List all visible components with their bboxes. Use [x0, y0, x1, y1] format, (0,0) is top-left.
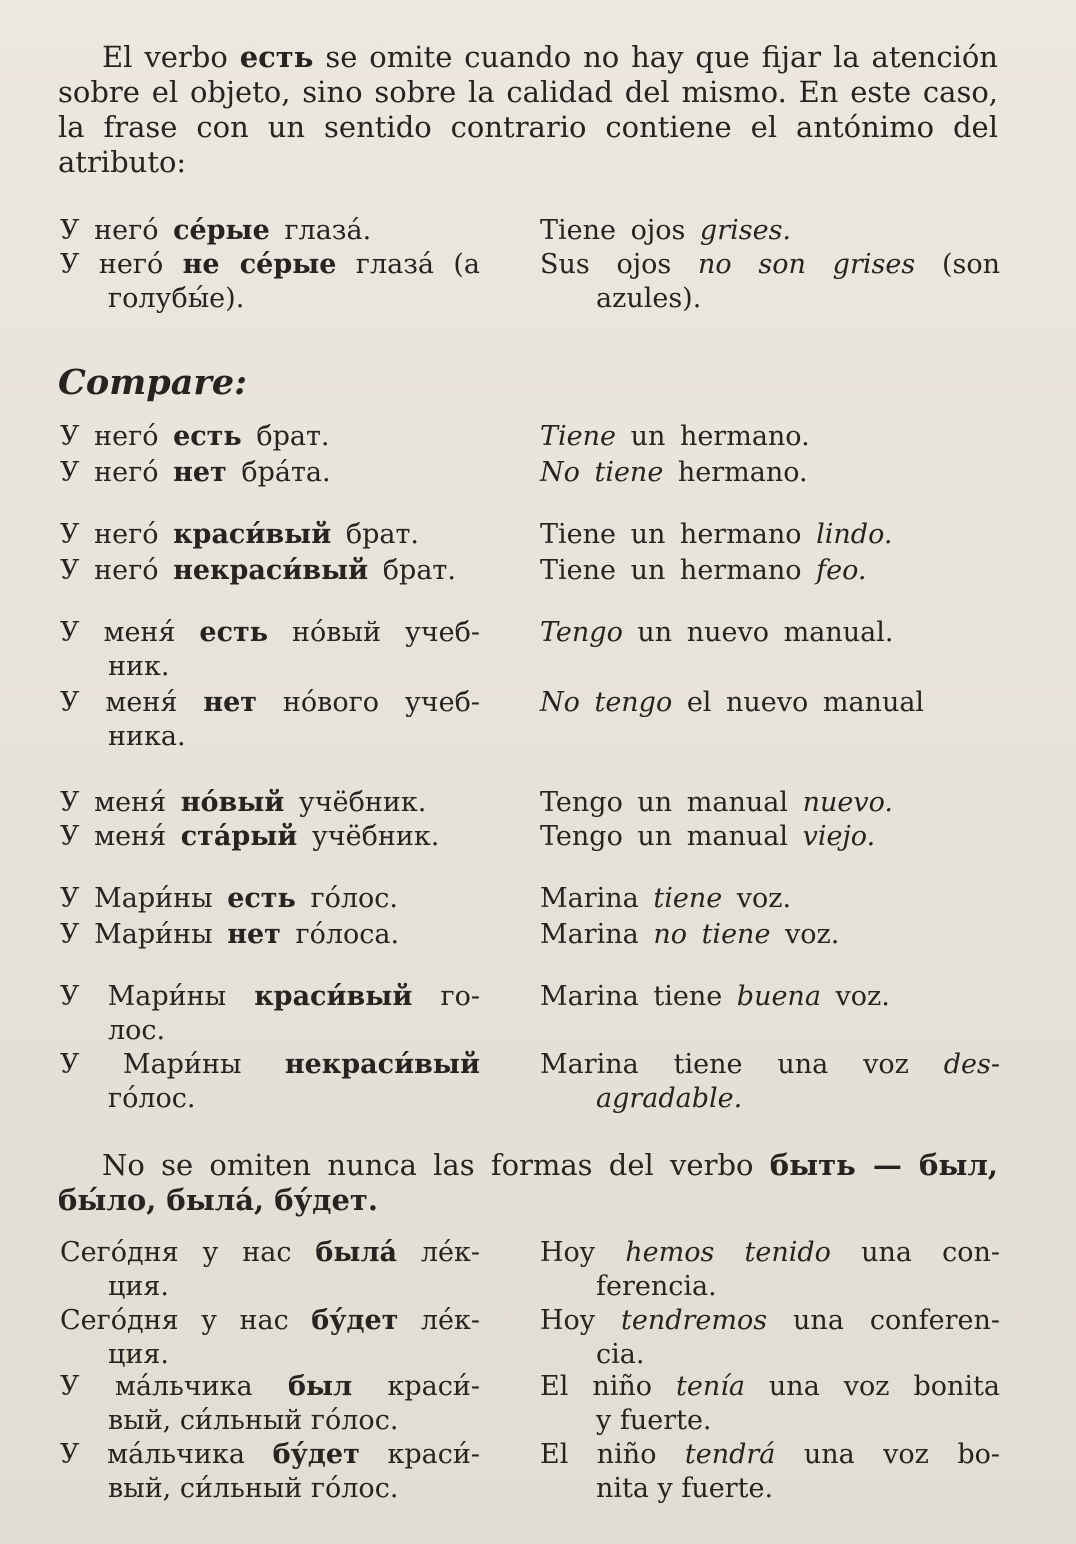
text-line [60, 720, 480, 754]
text-run: un hermano. [616, 421, 810, 452]
text-line [60, 518, 480, 552]
text-line [540, 282, 1000, 316]
text-run: краси́- [352, 1371, 480, 1402]
text-run: Tiene un hermano [540, 555, 817, 586]
text-line [540, 616, 1000, 650]
text-run: una conferen- [767, 1305, 1000, 1336]
text-run: viejo. [802, 821, 876, 852]
text-run: есть [227, 883, 296, 914]
text-run: Tiene ojos [540, 215, 700, 246]
text-line [60, 650, 480, 684]
text-run: voz. [770, 919, 840, 950]
text-run: го́лос. [108, 1083, 196, 1114]
text-run: был [288, 1371, 353, 1402]
text-run: но́вый [180, 787, 285, 818]
text-run: краси́вый [254, 981, 413, 1012]
text-run: hemos tenido [625, 1237, 831, 1268]
text-run: nita y fuerte. [596, 1473, 774, 1504]
text-run: Marina [540, 883, 654, 914]
russian-sentence [60, 616, 480, 684]
text-line [540, 420, 1000, 454]
text-run: нет [173, 457, 227, 488]
text-line [60, 1082, 480, 1116]
spanish-translation [540, 686, 1000, 720]
text-line [540, 1048, 1000, 1082]
text-run: el nuevo manual [672, 687, 925, 718]
text-run: есть [199, 617, 269, 648]
text-segment: No se omiten nunca las formas del verbo [102, 1148, 770, 1182]
text-run: бра́та. [226, 457, 331, 488]
text-run: брат. [241, 421, 330, 452]
text-run: tenía [675, 1371, 745, 1402]
text-line [540, 1270, 1000, 1304]
text-line [60, 1338, 480, 1372]
text-run: краси́- [359, 1439, 480, 1470]
text-line [60, 420, 480, 454]
text-line [60, 1472, 480, 1506]
text-run: была́ [315, 1237, 397, 1268]
text-run: У ма́льчика [60, 1371, 288, 1402]
text-line [540, 1472, 1000, 1506]
text-line [60, 1304, 480, 1338]
text-line [540, 1236, 1000, 1270]
text-run: lindo. [816, 519, 893, 550]
text-run: У меня́ [60, 821, 181, 852]
text-run: un nuevo manual. [622, 617, 894, 648]
text-line [540, 882, 1000, 916]
text-run: У меня́ [60, 687, 204, 718]
text-run: голубы́е). [108, 283, 245, 314]
text-run: una voz bo- [775, 1439, 1000, 1470]
text-run: У него́ [60, 215, 174, 246]
text-line [540, 1404, 1000, 1438]
text-run: voz. [722, 883, 792, 914]
russian-sentence [60, 456, 480, 490]
text-run: учёбник. [284, 787, 427, 818]
text-line [540, 248, 1000, 282]
text-line [60, 282, 480, 316]
text-run: ле́к- [397, 1237, 480, 1268]
text-line [60, 616, 480, 650]
text-line [60, 918, 480, 952]
text-run: Сего́дня у нас [60, 1305, 312, 1336]
russian-sentence [60, 1304, 480, 1372]
text-run: feo. [816, 555, 867, 586]
russian-sentence [60, 980, 480, 1048]
spanish-translation [540, 248, 1000, 316]
text-run: una con- [830, 1237, 1000, 1268]
text-run: не се́рые [182, 249, 337, 280]
text-run: grises. [699, 215, 792, 246]
text-run: У ма́льчика [60, 1439, 273, 1470]
text-run: Marina tiene una voz [540, 1049, 944, 1080]
text-segment: El verbo [102, 40, 240, 74]
text-line [60, 248, 480, 282]
text-line [60, 214, 480, 248]
text-run: У Мари́ны [60, 981, 255, 1012]
text-run: У него́ [60, 519, 174, 550]
russian-sentence [60, 420, 480, 454]
spanish-translation [540, 882, 1000, 916]
text-line [540, 518, 1000, 552]
text-run: des- [943, 1049, 1000, 1080]
russian-sentence [60, 820, 480, 854]
text-run: cia. [596, 1339, 645, 1370]
spanish-translation [540, 214, 1000, 248]
text-line [60, 1370, 480, 1404]
text-run: nuevo. [802, 787, 893, 818]
russian-sentence [60, 248, 480, 316]
text-line [540, 786, 1000, 820]
text-run: ника. [108, 721, 186, 752]
text-run: учёбник. [297, 821, 440, 852]
text-run: Marina [540, 919, 654, 950]
text-run: Tengo un manual [540, 787, 803, 818]
spanish-translation [540, 820, 1000, 854]
text-run: tendrá [684, 1439, 776, 1470]
spanish-translation [540, 980, 1000, 1014]
spanish-translation [540, 420, 1000, 454]
compare-heading: Compare: [58, 362, 248, 403]
text-run: го- [412, 981, 480, 1012]
text-line [540, 1082, 1000, 1116]
text-line [60, 1236, 480, 1270]
text-run: но́вый учеб- [268, 617, 480, 648]
text-run: У Мари́ны [60, 883, 228, 914]
text-run: ferencia. [596, 1271, 717, 1302]
text-run: нет [227, 919, 281, 950]
text-line [60, 1270, 480, 1304]
russian-sentence [60, 786, 480, 820]
text-run: глаза́ (а [336, 249, 480, 280]
text-run: Hoy [540, 1305, 621, 1336]
text-run: voz. [820, 981, 890, 1012]
text-line [540, 554, 1000, 588]
text-run: го́лоса. [280, 919, 400, 950]
spanish-translation [540, 616, 1000, 650]
spanish-translation [540, 554, 1000, 588]
text-line [540, 980, 1000, 1014]
text-line [540, 1438, 1000, 1472]
text-line [60, 882, 480, 916]
text-line [540, 456, 1000, 490]
intro-paragraph [58, 40, 998, 180]
text-run: ста́рый [180, 821, 298, 852]
text-run: Hoy [540, 1237, 626, 1268]
text-run: Sus ojos [540, 249, 699, 280]
text-run: брат. [368, 555, 456, 586]
text-run: ция. [108, 1339, 169, 1370]
text-line [60, 1048, 480, 1082]
text-run: У него́ [60, 249, 183, 280]
text-run: Сего́дня у нас [60, 1237, 316, 1268]
spanish-translation [540, 786, 1000, 820]
spanish-translation [540, 1370, 1000, 1438]
text-run: buena [736, 981, 821, 1012]
text-run: У меня́ [60, 787, 181, 818]
spanish-translation [540, 1236, 1000, 1304]
text-run: tendremos [621, 1305, 768, 1336]
text-run: (son [915, 249, 1000, 280]
text-run: краси́вый [173, 519, 332, 550]
text-line [60, 456, 480, 490]
text-run: глаза́. [269, 215, 372, 246]
text-line [60, 1438, 480, 1472]
note-paragraph [58, 1148, 998, 1218]
text-line [540, 686, 1000, 720]
text-segment: se omite cuando no hay que fijar la atención sobre el objeto, sino sobre la calidad del mismo. En este caso, la frase con un sentido contrario contiene el antónimo del atributo: [58, 40, 998, 179]
russian-sentence [60, 686, 480, 754]
spanish-translation [540, 456, 1000, 490]
text-run: Tiene un hermano [540, 519, 817, 550]
text-run: Tengo [540, 617, 623, 648]
text-run: вый, си́льный го́лос. [108, 1473, 399, 1504]
text-line [60, 786, 480, 820]
text-run: una voz bonita [744, 1371, 1000, 1402]
text-run: го́лос. [295, 883, 398, 914]
russian-sentence [60, 1236, 480, 1304]
text-run: есть [173, 421, 242, 452]
text-run: Tiene [540, 421, 616, 452]
text-run: azules). [596, 283, 702, 314]
text-line [60, 980, 480, 1014]
text-run: У Мари́ны [60, 919, 228, 950]
text-run: ле́к- [398, 1305, 480, 1336]
russian-sentence [60, 1048, 480, 1116]
text-run: У Мари́ны [60, 1049, 285, 1080]
russian-sentence [60, 214, 480, 248]
text-segment: быть — был, бы́ло, была́, бу́дет. [58, 1148, 998, 1217]
text-line [60, 1014, 480, 1048]
text-run: брат. [331, 519, 420, 550]
text-segment: есть [239, 40, 314, 74]
text-line [60, 1404, 480, 1438]
text-run: no son grises [698, 249, 916, 280]
text-run: нет [203, 687, 257, 718]
text-line [60, 686, 480, 720]
spanish-translation [540, 1304, 1000, 1372]
text-run: У меня́ [60, 617, 200, 648]
text-run: некраси́вый [173, 555, 369, 586]
text-run: Tengo un manual [540, 821, 803, 852]
russian-sentence [60, 1438, 480, 1506]
russian-sentence [60, 1370, 480, 1438]
text-run: hermano. [663, 457, 808, 488]
text-run: вый, си́льный го́лос. [108, 1405, 399, 1436]
text-run: El niño [540, 1439, 685, 1470]
text-run: No tiene [540, 457, 664, 488]
text-run: ник. [108, 651, 170, 682]
text-run: У него́ [60, 421, 174, 452]
text-run: agradable. [596, 1083, 743, 1114]
spanish-translation [540, 518, 1000, 552]
text-line [60, 820, 480, 854]
russian-sentence [60, 554, 480, 588]
text-run: некраси́вый [284, 1049, 480, 1080]
text-run: У него́ [60, 457, 174, 488]
text-line [540, 820, 1000, 854]
text-line [540, 1304, 1000, 1338]
spanish-translation [540, 918, 1000, 952]
text-run: ция. [108, 1271, 169, 1302]
text-run: лос. [108, 1015, 166, 1046]
russian-sentence [60, 918, 480, 952]
text-run: no tiene [653, 919, 771, 950]
spanish-translation [540, 1048, 1000, 1116]
text-line [60, 554, 480, 588]
text-line [540, 918, 1000, 952]
text-run: tiene [653, 883, 723, 914]
text-run: бу́дет [311, 1305, 399, 1336]
russian-sentence [60, 518, 480, 552]
text-run: Marina tiene [540, 981, 737, 1012]
text-line [540, 1370, 1000, 1404]
text-line [540, 214, 1000, 248]
text-run: El niño [540, 1371, 676, 1402]
text-run: се́рые [173, 215, 270, 246]
text-run: No tengo [540, 687, 673, 718]
text-run: но́вого учеб- [257, 687, 480, 718]
text-run: y fuerte. [596, 1405, 712, 1436]
text-run: У него́ [60, 555, 174, 586]
spanish-translation [540, 1438, 1000, 1506]
text-line [540, 1338, 1000, 1372]
text-run: бу́дет [272, 1439, 360, 1470]
russian-sentence [60, 882, 480, 916]
